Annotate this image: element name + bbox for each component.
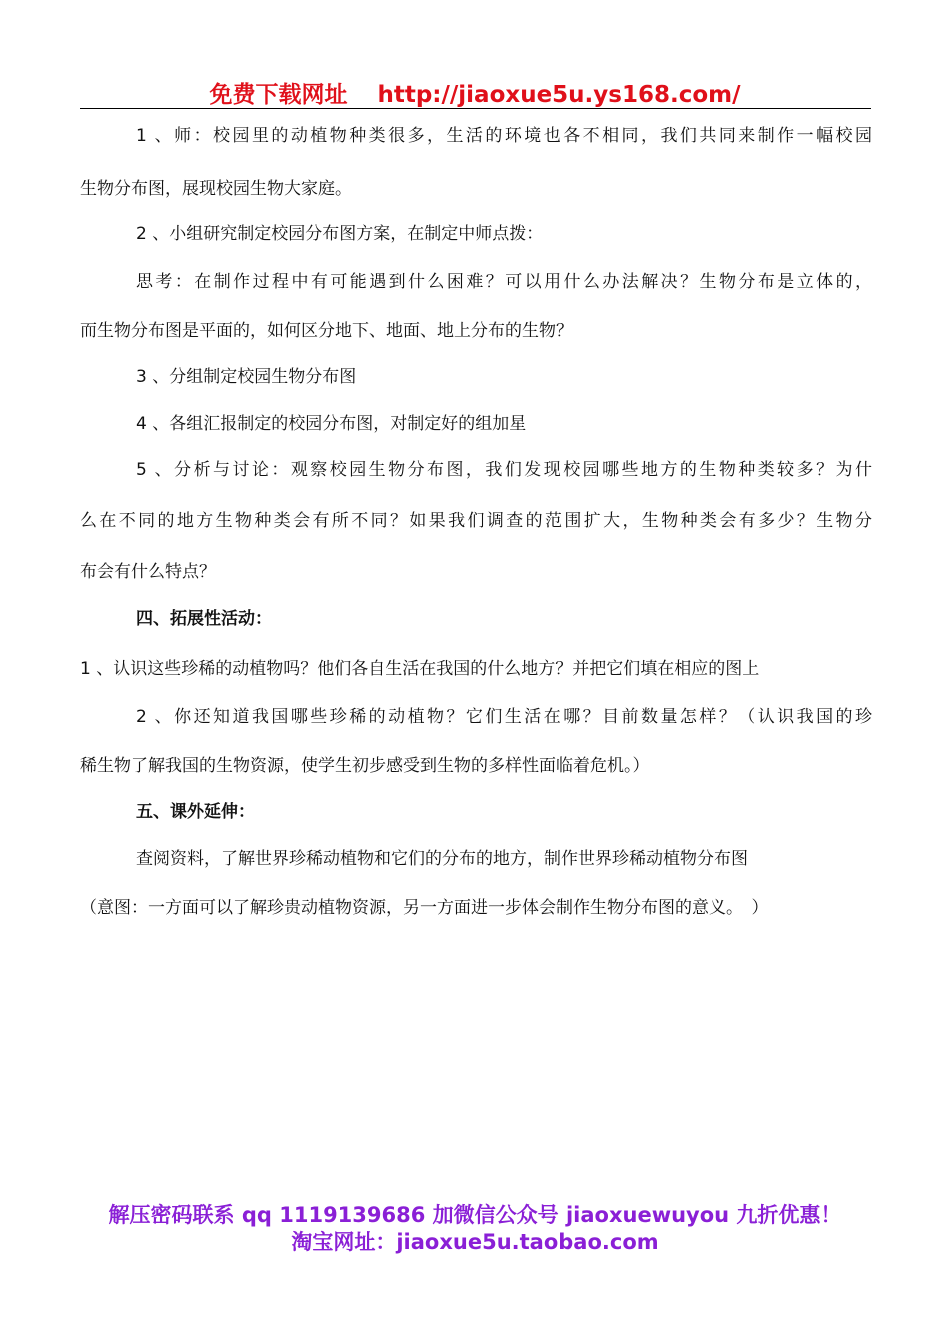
paragraph-10: （意图：一方面可以了解珍贵动植物资源，另一方面进一步体会制作生物分布图的意义。 ） [80, 898, 769, 918]
paragraph-3-line-1: 思考：在制作过程中有可能遇到什么困难？可以用什么办法解决？生物分布是立体的， [136, 272, 872, 292]
paragraph-2: 2 、小组研究制定校园分布图方案，在制定中师点拨： [136, 224, 544, 244]
paragraph-7: 1 、认识这些珍稀的动植物吗？他们各自生活在我国的什么地方？并把它们填在相应的图上 [80, 659, 760, 679]
paragraph-1-line-1: 1 、师：校园里的动植物种类很多，生活的环境也各不相同，我们共同来制作一幅校园 [136, 126, 872, 146]
header-banner [80, 76, 870, 106]
header-divider [80, 108, 871, 109]
paragraph-8-line-2: 稀生物了解我国的生物资源，使学生初步感受到生物的多样性面临着危机。） [80, 756, 650, 776]
paragraph-9: 查阅资料，了解世界珍稀动植物和它们的分布的地方，制作世界珍稀动植物分布图 [136, 849, 748, 869]
paragraph-6-line-1: 5 、分析与讨论：观察校园生物分布图，我们发现校园哪些地方的生物种类较多？为什 [136, 460, 872, 480]
paragraph-1-line-2: 生物分布图，展现校园生物大家庭。 [80, 179, 352, 199]
paragraph-5: 4 、各组汇报制定的校园分布图，对制定好的组加星 [136, 414, 527, 434]
paragraph-3-line-2: 而生物分布图是平面的，如何区分地下、地面、地上分布的生物？ [80, 321, 573, 341]
paragraph-4: 3 、分组制定校园生物分布图 [136, 367, 357, 387]
paragraph-8-line-1: 2 、你还知道我国哪些珍稀的动植物？它们生活在哪？目前数量怎样？（认识我国的珍 [136, 707, 872, 727]
paragraph-6-line-2: 么在不同的地方生物种类会有所不同？如果我们调查的范围扩大，生物种类会有多少？生物分 [80, 511, 872, 531]
footer-line-2: 淘宝网址：jiaoxue5u.taobao.com [291, 1230, 659, 1254]
header-url[interactable]: http://jiaoxue5u.ys168.com/ [377, 82, 741, 108]
footer-line-1: 解压密码联系 qq 1119139686 加微信公众号 jiaoxuewuyou 九折优惠！ [108, 1203, 842, 1227]
paragraph-6-line-3: 布会有什么特点？ [80, 562, 216, 582]
section-heading-5: 五、课外延伸： [136, 802, 255, 822]
section-heading-4: 四、拓展性活动： [136, 609, 272, 629]
header-label: 免费下载网址 [209, 82, 348, 108]
